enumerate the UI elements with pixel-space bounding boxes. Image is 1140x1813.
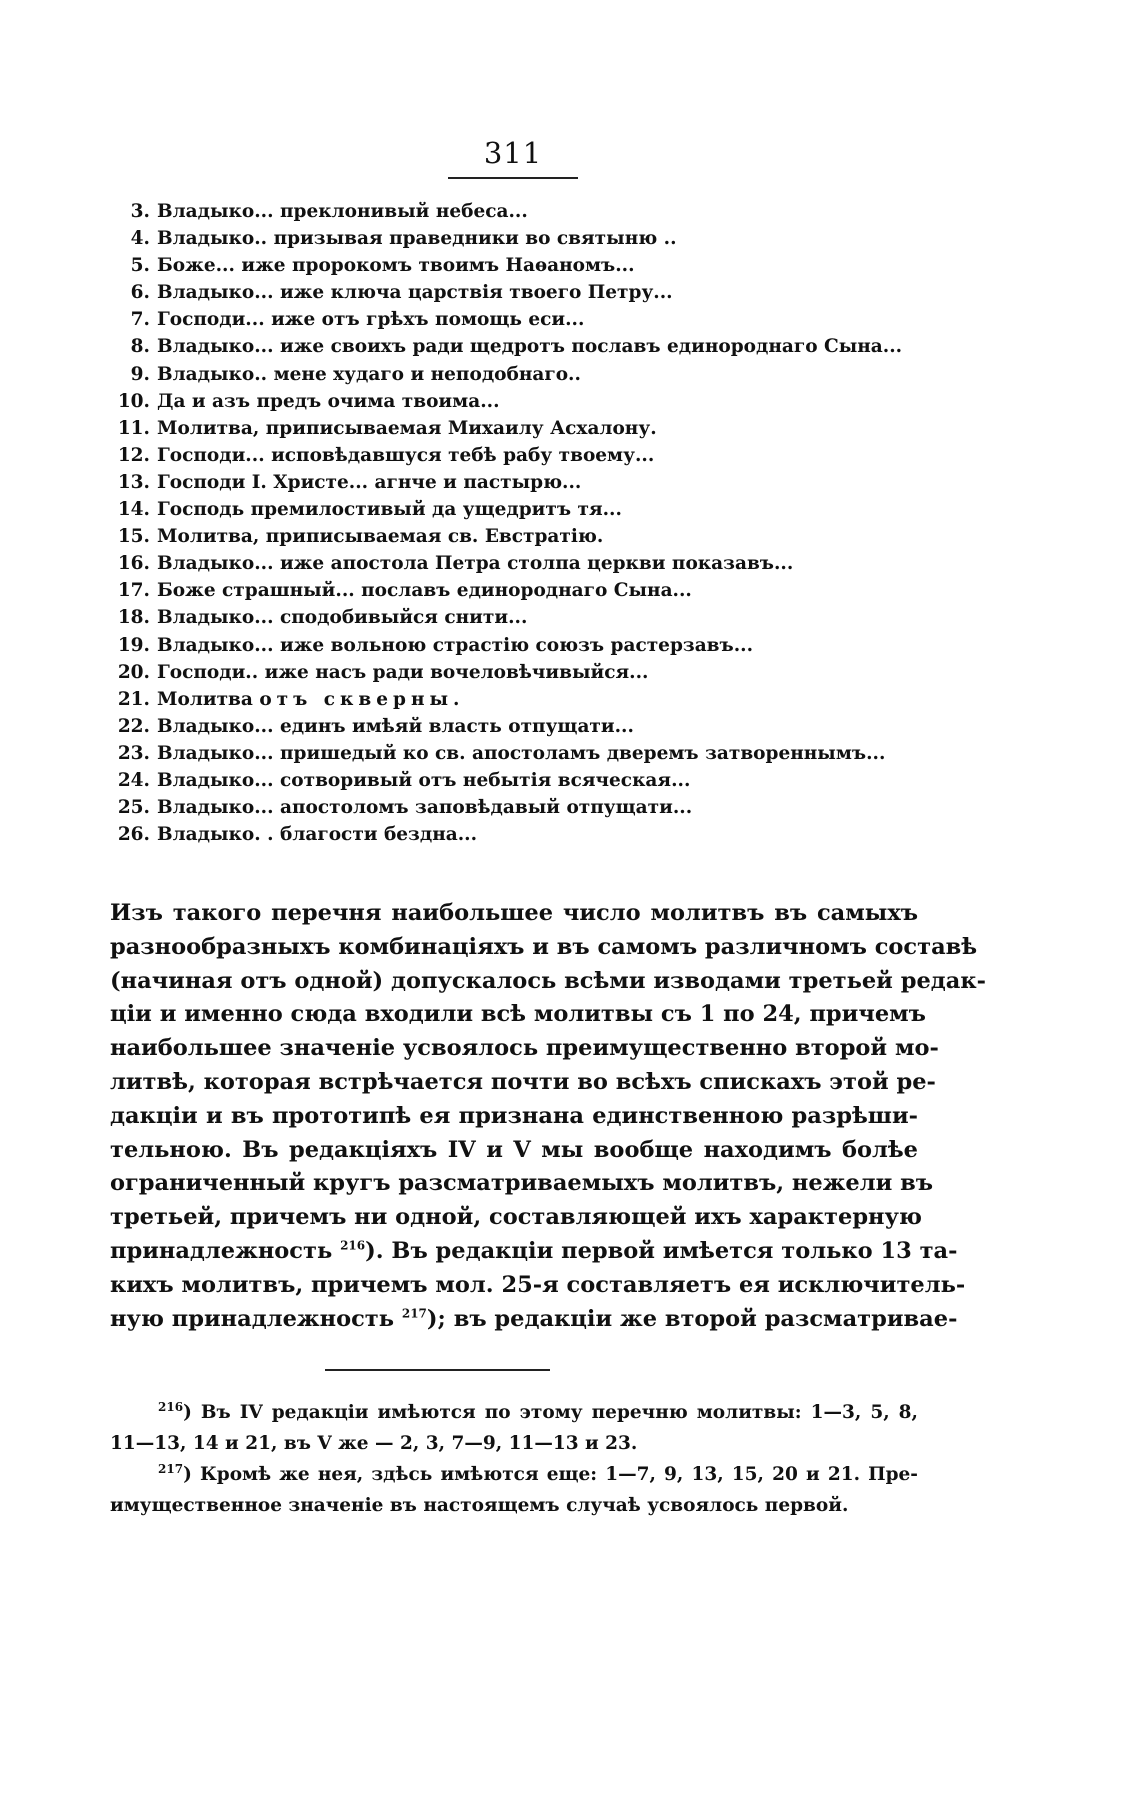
list-item-text: Владыко... иже своихъ ради щедротъ пославъ единороднаго Сына... bbox=[157, 336, 903, 358]
paragraph-line bbox=[110, 1235, 958, 1269]
page-number-rule bbox=[448, 177, 578, 179]
list-item-number: 24. bbox=[117, 769, 150, 791]
list-item-text: Владыко... иже вольною страстію союзъ растерзавъ... bbox=[157, 634, 754, 656]
list-item-text: Владыко... преклонивый небеса... bbox=[157, 201, 528, 222]
list-item bbox=[110, 604, 1010, 631]
list-item-number: 22. bbox=[117, 715, 150, 737]
footnote-text: ) Въ IV редакціи имѣются по этому перечню молитвы: 1—3, 5, 8, bbox=[183, 1402, 918, 1423]
footnote-line: имущественное значеніе въ настоящемъ случаѣ усвоялось первой. bbox=[110, 1495, 849, 1516]
list-item-number: 6. bbox=[130, 282, 150, 304]
list-item-number: 17. bbox=[117, 580, 150, 602]
list-item bbox=[110, 361, 1010, 388]
list-item bbox=[110, 523, 1010, 550]
list-item-number: 21. bbox=[117, 688, 150, 710]
footnote-mark: 217 bbox=[158, 1461, 184, 1476]
list-item-text: Боже... иже пророкомъ твоимъ Наѳаномъ... bbox=[157, 255, 635, 277]
list-item bbox=[110, 659, 1010, 686]
list-item bbox=[110, 225, 1010, 252]
list-item bbox=[110, 333, 1010, 360]
list-item bbox=[110, 496, 1010, 523]
list-item-text: Владыко... иже апостола Петра столпа церкви показавъ... bbox=[157, 553, 794, 575]
list-item-text-prefix: Молитва bbox=[157, 688, 260, 710]
paragraph-line: ограниченный кругъ разсматриваемыхъ молитвъ, нежели въ bbox=[110, 1170, 934, 1197]
footnote-216 bbox=[110, 1397, 918, 1459]
list-item-text: Господи... иже отъ грѣхъ помощь еси... bbox=[157, 309, 585, 331]
list-item-number: 8. bbox=[130, 336, 150, 358]
paragraph-text: ную принадлежность bbox=[110, 1305, 402, 1332]
list-item-number: 14. bbox=[117, 499, 150, 521]
list-item-text: Владыко... сподобивыйся снити... bbox=[157, 607, 528, 629]
list-item bbox=[110, 415, 1010, 442]
body-paragraph bbox=[110, 897, 986, 1336]
paragraph-text: принадлежность bbox=[110, 1237, 341, 1264]
list-item-text: Молитва, приписываемая Михаилу Асхалону. bbox=[157, 417, 657, 439]
list-item bbox=[110, 713, 1010, 740]
list-item bbox=[110, 198, 1010, 225]
list-item-text: Боже страшный... пославъ единороднаго Сына... bbox=[157, 580, 692, 602]
footnotes bbox=[110, 1397, 918, 1521]
footnote-217 bbox=[110, 1459, 918, 1521]
paragraph-text: ). Въ редакціи первой имѣется только 13 та- bbox=[365, 1237, 958, 1264]
list-item-number: 16. bbox=[117, 553, 150, 575]
prayer-list bbox=[110, 198, 1010, 848]
list-item-text: Владыко.. призывая праведники во святыню .. bbox=[157, 228, 677, 250]
list-item-text: Господи.. иже насъ ради вочеловѣчивыйся... bbox=[157, 661, 649, 683]
footnote-ref-217[interactable]: 217 bbox=[401, 1306, 427, 1321]
footnote-line: 11—13, 14 и 21, въ V же — 2, 3, 7—9, 11—13 и 23. bbox=[110, 1433, 638, 1454]
list-item-number: 15. bbox=[117, 526, 150, 548]
list-item-text-spaced: отъ скверны. bbox=[259, 688, 465, 710]
list-item-number: 20. bbox=[117, 661, 150, 683]
paragraph-line: наибольшее значеніе усвоялось преимущественно второй мо- bbox=[110, 1035, 939, 1062]
list-item-text: Владыко.. мене худаго и неподобнаго.. bbox=[157, 363, 581, 385]
list-item-number: 25. bbox=[117, 797, 150, 819]
list-item-text: Владыко... апостоломъ заповѣдавый отпущати... bbox=[157, 797, 693, 819]
paragraph-line: (начиная отъ одной) допускалось всѣми изводами третьей редак- bbox=[110, 967, 986, 994]
list-item-number: 12. bbox=[117, 444, 150, 466]
list-item-number: 9. bbox=[130, 363, 150, 385]
list-item bbox=[110, 577, 1010, 604]
list-item-number: 4. bbox=[130, 228, 150, 250]
list-item-number: 3. bbox=[130, 201, 150, 222]
footnote-mark: 216 bbox=[158, 1399, 184, 1414]
list-item bbox=[110, 740, 1010, 767]
list-item-text: Владыко... пришедый ко св. апостоламъ дверемъ затвореннымъ... bbox=[157, 742, 886, 764]
footnote-line bbox=[110, 1397, 918, 1428]
list-item-number: 26. bbox=[117, 824, 150, 846]
list-item bbox=[110, 388, 1010, 415]
footnote-text: ) Кромѣ же нея, здѣсь имѣются еще: 1—7, 9, 13, 15, 20 и 21. Пре- bbox=[183, 1464, 918, 1485]
list-item bbox=[110, 550, 1010, 577]
list-item-text: Владыко... единъ имѣяй власть отпущати... bbox=[157, 715, 634, 737]
paragraph-line: третьей, причемъ ни одной, составляющей ихъ характерную bbox=[110, 1204, 922, 1231]
list-item-text: Владыко... иже ключа царствія твоего Петру... bbox=[157, 282, 673, 304]
list-item-number: 10. bbox=[117, 390, 150, 412]
footnote-divider bbox=[325, 1369, 550, 1371]
list-item-text: Господи І. Христе... агнче и пастырю... bbox=[157, 471, 582, 493]
list-item-number: 23. bbox=[117, 742, 150, 764]
paragraph-line: дакціи и въ прототипѣ ея признана единственною разрѣши- bbox=[110, 1102, 918, 1129]
list-item-number: 13. bbox=[117, 471, 150, 493]
paragraph-line: Изъ такого перечня наибольшее число молитвъ въ самыхъ bbox=[110, 900, 918, 926]
paragraph-line: тельною. Въ редакціяхъ IV и V мы вообще находимъ болѣе bbox=[110, 1136, 918, 1163]
paragraph-line: разнообразныхъ комбинаціяхъ и въ самомъ различномъ составѣ bbox=[110, 933, 978, 960]
list-item-text: Владыко. . благости бездна... bbox=[157, 824, 478, 846]
list-item bbox=[110, 686, 1010, 713]
page-number: 311 bbox=[483, 136, 543, 170]
list-item-text: Господь премилостивый да ущедритъ тя... bbox=[157, 499, 622, 521]
list-item bbox=[110, 821, 1010, 848]
paragraph-text: ); въ редакціи же второй разсматривае- bbox=[426, 1305, 958, 1332]
paragraph-line: литвѣ, которая встрѣчается почти во всѣхъ спискахъ этой ре- bbox=[110, 1068, 936, 1095]
list-item-number: 19. bbox=[117, 634, 150, 656]
list-item-text: Да и азъ предъ очима твоима... bbox=[157, 390, 500, 412]
paragraph-line: кихъ молитвъ, причемъ мол. 25-я составляетъ ея исключитель- bbox=[110, 1271, 966, 1298]
list-item-number: 18. bbox=[117, 607, 150, 629]
list-item bbox=[110, 767, 1010, 794]
list-item bbox=[110, 632, 1010, 659]
list-item bbox=[110, 279, 1010, 306]
list-item bbox=[110, 442, 1010, 469]
list-item-number: 5. bbox=[130, 255, 150, 277]
paragraph-line: ціи и именно сюда входили всѣ молитвы съ 1 по 24, причемъ bbox=[110, 1001, 926, 1028]
footnote-line bbox=[110, 1459, 918, 1490]
paragraph-line bbox=[110, 1303, 958, 1337]
list-item bbox=[110, 794, 1010, 821]
list-item-text: Молитва, приписываемая св. Евстратію. bbox=[157, 526, 604, 548]
list-item-number: 11. bbox=[117, 417, 150, 439]
list-item bbox=[110, 469, 1010, 496]
footnote-ref-216[interactable]: 216 bbox=[340, 1238, 366, 1253]
list-item bbox=[110, 252, 1010, 279]
list-item-text bbox=[157, 686, 464, 713]
list-item-number: 7. bbox=[130, 309, 150, 331]
list-item-text: Господи... исповѣдавшуся тебѣ рабу твоему... bbox=[157, 444, 655, 466]
list-item bbox=[110, 306, 1010, 333]
list-item-text: Владыко... сотворивый отъ небытія всяческая... bbox=[157, 769, 691, 791]
